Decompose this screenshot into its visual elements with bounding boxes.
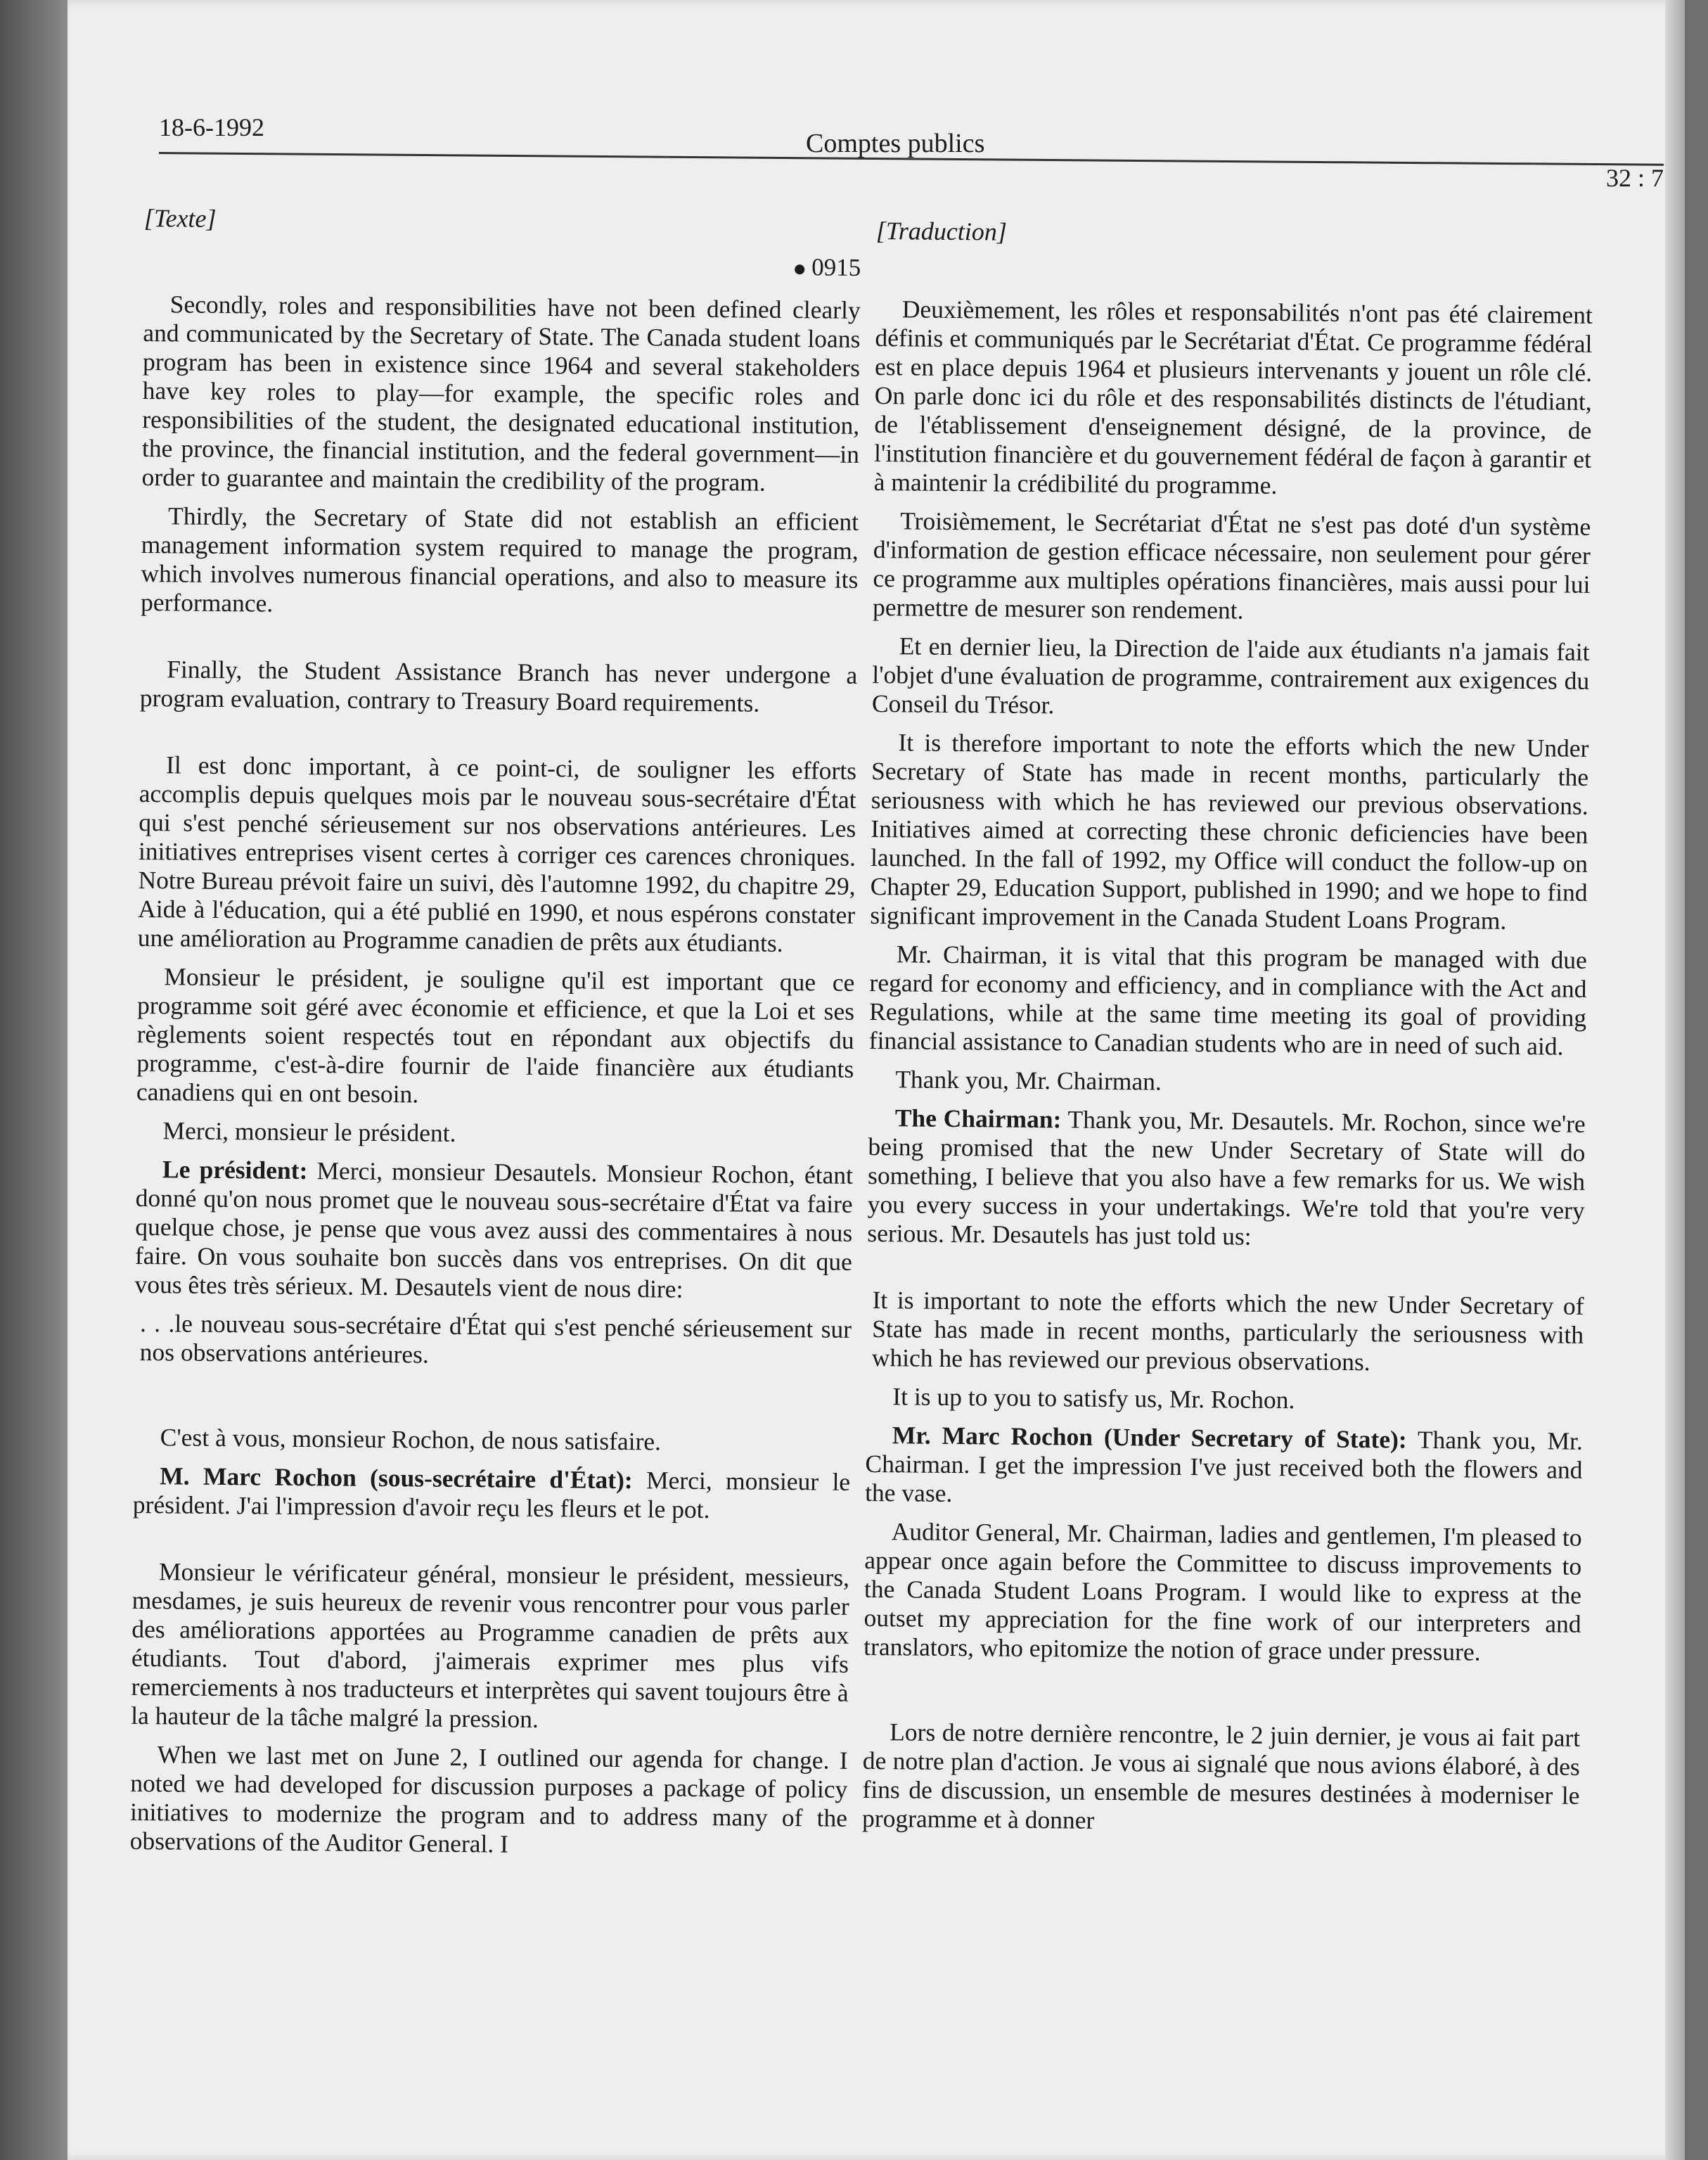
speaker-name: Mr. Marc Rochon (Under Secretary of State):: [892, 1421, 1407, 1454]
speaker-paragraph: [134, 1155, 853, 1305]
paragraph: C'est à vous, monsieur Rochon, de nous satisfaire.: [160, 1423, 662, 1456]
book-spine: [0, 0, 68, 2160]
paragraph: Secondly, roles and responsibilities have not been defined clearly and communicated by the Secretary of State. The Canada student loans program has been in existence since 1964 and several stakeholders have key roles to play—for example, the specific roles and responsibilities of the student, the designated educational institution, the province, the financial institution, and the federal government—in order to guarantee and maintain the credibility of the program.: [141, 290, 861, 497]
paragraph: Et en dernier lieu, la Direction de l'aide aux étudiants n'a jamais fait l'objet d'une évaluation de programme, contrairement aux exigences du Conseil du Trésor.: [871, 632, 1590, 720]
page-header: [159, 113, 1664, 192]
paragraph: Troisièmement, le Secrétariat d'État ne s'est pas doté d'un système d'information de gestion efficace nécessaire, non seulement pour gérer ce programme aux multiples opérations financières, mais aussi pour lui permettre de mesurer son rendement.: [872, 506, 1591, 625]
paragraph: Merci, monsieur le président.: [162, 1116, 456, 1147]
paragraph: Auditor General, Mr. Chairman, ladies and gentlemen, I'm pleased to appear once again before the Committee to discuss improvements to the Canada Student Loans Program. I would like to express at the outset my appreciation for the fine work of our interpreters and translators, who epitomize the notion of grace under pressure.: [863, 1517, 1582, 1666]
speaker-name: The Chairman:: [894, 1104, 1062, 1134]
block-quote: It is important to note the efforts which the new Under Secretary of State has made in recent months, particularly the seriousness with which he has reviewed our previous observations.: [871, 1286, 1584, 1376]
left-column: [129, 204, 861, 1872]
text-tag: [Texte]: [143, 204, 217, 233]
speaker-paragraph: [865, 1421, 1583, 1514]
translation-tag: [Traduction]: [875, 217, 1008, 246]
bullet-icon: [795, 264, 804, 274]
paragraph: Monsieur le président, je souligne qu'il est important que ce programme soit géré avec économie et efficience, et que la Loi et ses règlements soient respectés tout en répondant aux objectifs du programme, c'est-à-dire fournir de l'aide financière aux étudiants canadiens qui en ont besoin.: [136, 962, 855, 1108]
header-title: Comptes publics: [806, 129, 985, 158]
page-edge: [1665, 0, 1685, 2160]
paragraph: Mr. Chairman, it is vital that this program be managed with due regard for economy and efficiency, and in compliance with the Act and Regulations, while at the same time meeting its goal of providing financial assistance to Canadian students who are in need of such aid.: [868, 940, 1587, 1061]
paragraph: Lors de notre dernière rencontre, le 2 juin dernier, je vous ai fait part de notre plan d'action. Je vous ai signalé que nous avions élaboré, à des fins de discussion, un ensemble de mesures destinées à moderniser le programme et à donner: [861, 1718, 1581, 1834]
right-column: [862, 217, 1593, 1849]
speaker-paragraph: [133, 1462, 851, 1526]
block-quote: . . .le nouveau sous-secrétaire d'État qui s'est penché sérieusement sur nos observations antérieures.: [139, 1309, 852, 1369]
speaker-name: M. Marc Rochon (sous-secrétaire d'État):: [160, 1462, 633, 1495]
speaker-text: Thank you, Mr. Chairman. I get the impression I've just received both the flowers and the vase.: [864, 1425, 1584, 1508]
paragraph: When we last met on June 2, I outlined our agenda for change. I noted we had developed for discussion purposes a package of policy initiatives to modernize the program and to address many of the observations of the Auditor General. I: [129, 1740, 848, 1858]
header-page-number: 32 : 7: [1605, 164, 1664, 192]
paragraph: Monsieur le vérificateur général, monsieur le président, messieurs, mesdames, je suis heureux de revenir vous rencontrer pour vous parler des améliorations apportées au Programme canadien de prêts aux étudiants. Tout d'abord, j'aimerais exprimer mes plus vifs remerciements à nos traducteurs et interprètes qui savent toujours être à la hauteur de la tâche malgré la pression.: [131, 1557, 850, 1733]
speaker-name: Le président:: [162, 1155, 308, 1185]
timecode: [143, 247, 861, 282]
paragraph: Deuxièmement, les rôles et responsabilités n'ont pas été clairement définis et communiqués par le Secrétariat d'État. Ce programme fédéral est en place depuis 1964 et plusieurs intervenants y jouent un rôle clé. On parle donc ici du rôle et des responsabilités distincts de l'étudiant, de l'établissement d'enseignement désigné, de la province, de l'institution financière et du gouvernement fédéral de façon à garantir et à maintenir la crédibilité du programme.: [873, 295, 1593, 499]
timecode-value: 0915: [811, 253, 861, 281]
header-date: 18-6-1992: [159, 113, 264, 141]
paragraph: Thank you, Mr. Chairman.: [895, 1065, 1162, 1096]
speaker-text: Merci, monsieur Desautels. Monsieur Rochon, étant donné qu'on nous promet que le nouveau sous-secrétaire d'État va faire quelque chose, je pense que vous avez aussi des commentaires à nous faire. On vous souhaite bon succès dans vos entreprises. On dit que vous êtes très sérieux. M. Desautels vient de nous dire:: [134, 1156, 854, 1303]
paragraph: Thirdly, the Secretary of State did not establish an efficient management information system required to manage the program, which involves numerous financial operations, and also to measure its performance.: [140, 501, 859, 618]
paragraph: It is up to you to satisfy us, Mr. Rochon.: [892, 1382, 1295, 1414]
paragraph: It is therefore important to note the efforts which the new Under Secretary of State has made in recent months, particularly the seriousness with which he has reviewed our previous observations. Initiatives aimed at correcting these chronic deficiencies have been launched. In the fall of 1992, my Office will conduct the follow-up on Chapter 29, Education Support, published in 1990; and we hope to find significant improvement in the Canada Student Loans Program.: [870, 728, 1589, 935]
paragraph: Il est donc important, à ce point-ci, de souligner les efforts accomplis depuis quelques mois par le nouveau sous-secrétaire d'État qui s'est penché sérieusement sur nos observations antérieures. Les initiatives entreprises visent certes à corriger ces carences chroniques. Notre Bureau prévoit faire un suivi, dès l'automne 1992, du chapitre 29, Aide à l'éducation, qui a été publié en 1990, et nous espérons constater une amélioration au Programme canadien de prêts aux étudiants.: [137, 750, 857, 957]
speaker-text: Thank you, Mr. Desautels. Mr. Rochon, since we're being promised that the new Under Secretary of State will do something, I believe that you also have a few remarks for us. We wish you every success in your undertakings. We're told that you're very serious. Mr. Desautels has just told us:: [867, 1105, 1586, 1251]
paragraph: Finally, the Student Assistance Branch has never undergone a program evaluation, contrary to Treasury Board requirements.: [139, 655, 858, 717]
speaker-text: Merci, monsieur le président. J'ai l'impression d'avoir reçu les fleurs et le pot.: [132, 1466, 851, 1524]
speaker-paragraph: [867, 1104, 1586, 1254]
